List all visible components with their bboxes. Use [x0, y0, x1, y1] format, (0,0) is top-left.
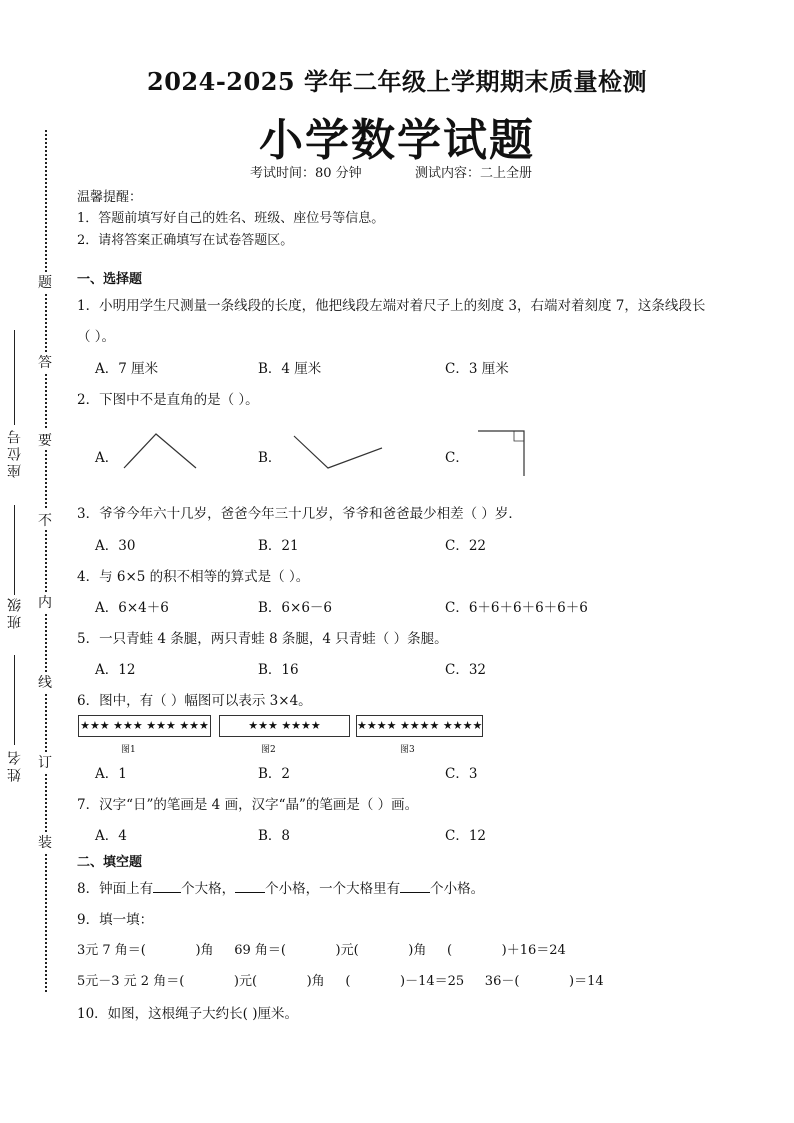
option-b[interactable]: B．	[258, 450, 282, 466]
option-b[interactable]: B．4 厘米	[258, 361, 322, 377]
class-label: 班级	[7, 595, 23, 629]
binding-char: 题	[37, 272, 53, 292]
answer-blank[interactable]	[235, 880, 265, 893]
option-c[interactable]: C．3 厘米	[445, 361, 509, 377]
question-10[interactable]: 10．如图，这根绳子大约长( )厘米。	[77, 1006, 299, 1022]
option-a[interactable]: A．	[95, 450, 119, 466]
seat-number-label: 座位号	[7, 427, 23, 478]
angle-figure-a	[120, 428, 202, 472]
star-figure-2: ★★★ ★★★★	[219, 715, 350, 737]
option-a[interactable]: A．4	[95, 828, 127, 844]
binding-char: 不	[37, 510, 53, 530]
class-line[interactable]	[14, 505, 15, 595]
binding-char: 要	[37, 430, 53, 450]
question-6: 6．图中，有（ ）幅图可以表示 3×4。	[77, 693, 312, 709]
question-9-line-1[interactable]: 3元 7 角＝( )角 69 角＝( )元( )角 ( )＋16＝24	[77, 943, 566, 958]
option-c[interactable]: C．12	[445, 828, 487, 844]
tip-item: 1．答题前填写好自己的姓名、班级、座位号等信息。	[77, 211, 385, 226]
tips-heading: 温馨提醒：	[77, 190, 143, 205]
star-figure-3: ★★★★ ★★★★ ★★★★	[356, 715, 483, 737]
seat-number-line[interactable]	[14, 330, 15, 425]
option-a[interactable]: A．6×4＋6	[95, 600, 169, 616]
binding-char: 答	[37, 352, 53, 372]
question-8	[77, 877, 484, 897]
option-c[interactable]: C．32	[445, 662, 487, 678]
binding-char: 线	[37, 672, 53, 692]
angle-figure-b	[290, 432, 386, 474]
figure-caption: 图3	[400, 745, 415, 755]
binding-dotted-line	[45, 130, 47, 992]
question-1: 1．小明用学生尺测量一条线段的长度，他把线段左端对着尺子上的刻度 3，右端对着刻度 7，这条线段长	[77, 298, 706, 314]
question-9-line-2[interactable]: 5元－3 元 2 角＝( )元( )角 ( )－14＝25 36－( )＝14	[77, 974, 604, 989]
question-8-part: 个大格，	[181, 881, 236, 897]
option-b[interactable]: B．8	[258, 828, 291, 844]
question-1-cont: （ ）。	[77, 329, 116, 345]
question-8-part: 个小格，一个大格里有	[265, 881, 401, 897]
question-9: 9．填一填：	[77, 912, 154, 928]
option-c[interactable]: C．22	[445, 538, 487, 554]
question-7: 7．汉字“日”的笔画是 4 画，汉字“晶”的笔画是（ ）画。	[77, 797, 419, 813]
option-c[interactable]: C．3	[445, 766, 478, 782]
option-c[interactable]: C．	[445, 450, 469, 466]
answer-blank[interactable]	[153, 880, 181, 893]
option-b[interactable]: B．6×6－6	[258, 600, 332, 616]
option-b[interactable]: B．16	[258, 662, 299, 678]
name-line[interactable]	[14, 655, 15, 745]
option-a[interactable]: A．30	[95, 538, 136, 554]
option-a[interactable]: A．7 厘米	[95, 361, 159, 377]
question-8-part: 8．钟面上有	[77, 881, 154, 897]
option-a[interactable]: A．1	[95, 766, 127, 782]
question-8-part: 个小格。	[430, 881, 485, 897]
exam-subtitle: 小学数学试题	[259, 115, 535, 166]
option-b[interactable]: B．21	[258, 538, 299, 554]
angle-figure-c	[476, 428, 530, 478]
binding-char: 内	[37, 592, 53, 612]
exam-title: 2024-2025 学年二年级上学期期末质量检测	[147, 67, 647, 96]
tip-item: 2．请将答案正确填写在试卷答题区。	[77, 233, 294, 248]
section-title: 一、选择题	[77, 272, 143, 287]
answer-blank[interactable]	[400, 880, 430, 893]
exam-content: 测试内容：二上全册	[415, 166, 533, 181]
question-3: 3．爷爷今年六十几岁，爸爸今年三十几岁，爷爷和爸爸最少相差（ ）岁．	[77, 506, 522, 522]
figure-caption: 图2	[261, 745, 276, 755]
binding-char: 装	[37, 832, 53, 852]
section-title: 二、填空题	[77, 855, 143, 870]
option-a[interactable]: A．12	[95, 662, 136, 678]
binding-char: 订	[37, 752, 53, 772]
question-2: 2．下图中不是直角的是（ ）。	[77, 392, 259, 408]
question-4: 4．与 6×5 的积不相等的算式是（ ）。	[77, 569, 310, 585]
figure-caption: 图1	[121, 745, 136, 755]
question-5: 5．一只青蛙 4 条腿，两只青蛙 8 条腿，4 只青蛙（ ）条腿。	[77, 631, 448, 647]
exam-time: 考试时间：80 分钟	[250, 166, 362, 181]
option-b[interactable]: B．2	[258, 766, 291, 782]
option-c[interactable]: C．6＋6＋6＋6＋6＋6	[445, 600, 588, 616]
star-figure-1: ★★★ ★★★ ★★★ ★★★	[78, 715, 211, 737]
name-label: 姓名	[7, 748, 23, 782]
